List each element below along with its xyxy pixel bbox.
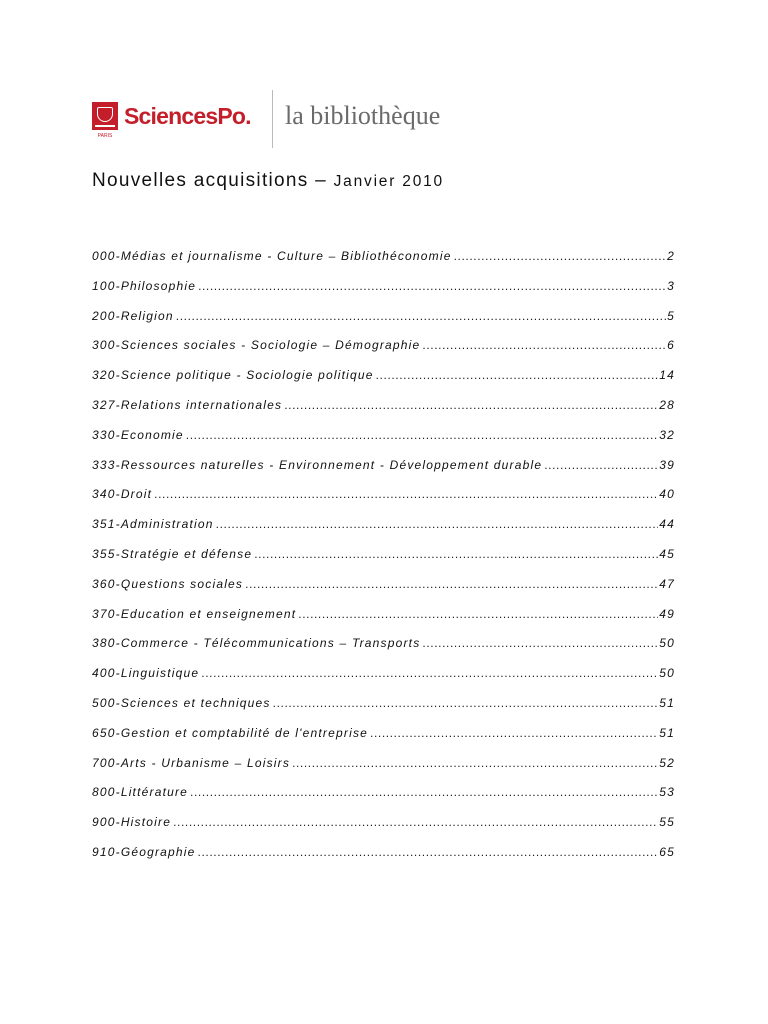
crest-caption: PARIS	[97, 133, 113, 139]
toc-entry-label: 330-Economie	[92, 427, 184, 442]
toc-entry-page: 55	[659, 815, 675, 830]
toc-entry-page: 50	[659, 666, 675, 681]
library-title: la bibliothèque	[285, 101, 441, 130]
toc-entry[interactable]	[92, 547, 675, 577]
toc-entry-label: 900-Histoire	[92, 815, 172, 830]
toc-entry[interactable]	[92, 368, 675, 398]
toc-entry-label: 200-Religion	[92, 308, 174, 323]
toc-entry[interactable]	[92, 279, 675, 309]
toc-entry-page: 6	[667, 338, 675, 353]
title-main: Nouvelles acquisitions –	[92, 170, 334, 191]
sciencespo-logo	[92, 102, 251, 139]
toc-entry-label: 355-Stratégie et défense	[92, 546, 253, 561]
toc-entry[interactable]	[92, 607, 675, 637]
toc-leader-dots	[376, 368, 659, 382]
toc-entry-label: 300-Sciences sociales - Sociologie – Démographie	[92, 338, 421, 353]
document-header	[92, 88, 592, 148]
toc-entry-page: 2	[667, 249, 675, 263]
toc-entry-label: 500-Sciences et techniques	[92, 695, 271, 710]
toc-entry[interactable]	[92, 458, 675, 488]
toc-entry-label: 320-Science politique - Sociologie politique	[92, 368, 374, 383]
toc-entry-label: 700-Arts - Urbanisme – Loisirs	[92, 755, 291, 770]
title-date: Janvier 2010	[333, 173, 444, 190]
toc-entry[interactable]	[92, 666, 675, 696]
toc-entry-page: 47	[659, 576, 675, 591]
toc-entry-label: 327-Relations internationales	[92, 397, 283, 412]
toc-entry-page: 53	[659, 785, 675, 800]
toc-entry-label: 351-Administration	[92, 517, 214, 532]
toc-leader-dots	[201, 666, 658, 680]
toc-entry-page: 5	[667, 308, 675, 323]
toc-entry-label: 100-Philosophie	[92, 278, 197, 293]
toc-leader-dots	[292, 756, 658, 770]
toc-entry-page: 44	[659, 517, 675, 532]
toc-entry-page: 45	[659, 546, 675, 561]
toc-entry[interactable]	[92, 726, 675, 756]
toc-entry-page: 14	[659, 368, 675, 383]
toc-entry[interactable]	[92, 696, 675, 726]
brand-name: SciencesPo.	[124, 102, 251, 129]
toc-leader-dots	[154, 487, 658, 501]
toc-leader-dots	[216, 517, 659, 531]
toc-entry-page: 52	[659, 755, 675, 770]
toc-leader-dots	[422, 636, 658, 650]
toc-entry[interactable]	[92, 815, 675, 845]
toc-leader-dots	[198, 279, 666, 293]
toc-entry-label: 650-Gestion et comptabilité de l'entreprise	[92, 725, 369, 740]
toc-leader-dots	[454, 249, 667, 263]
toc-entry[interactable]	[92, 398, 675, 428]
toc-entry[interactable]	[92, 756, 675, 786]
toc-entry-label: 340-Droit	[92, 487, 153, 502]
toc-entry-label: 400-Linguistique	[92, 666, 200, 681]
toc-entry-page: 50	[659, 636, 675, 651]
crest-icon	[92, 102, 118, 139]
toc-leader-dots	[198, 845, 659, 859]
toc-entry-page: 49	[659, 606, 675, 621]
toc-entry[interactable]	[92, 487, 675, 517]
toc-entry[interactable]	[92, 577, 675, 607]
toc-entry[interactable]	[92, 428, 675, 458]
toc-leader-dots	[544, 458, 658, 472]
toc-entry[interactable]	[92, 309, 675, 339]
toc-entry[interactable]	[92, 845, 675, 875]
toc-entry-label: 800-Littérature	[92, 785, 189, 800]
toc-entry-page: 28	[659, 397, 675, 412]
toc-entry-page: 39	[659, 457, 675, 472]
toc-entry-label: 360-Questions sociales	[92, 576, 244, 591]
toc-leader-dots	[176, 309, 666, 323]
toc-entry[interactable]	[92, 249, 675, 279]
toc-entry-page: 51	[659, 725, 675, 740]
toc-leader-dots	[245, 577, 658, 591]
toc-entry-page: 51	[659, 695, 675, 710]
toc-leader-dots	[173, 815, 658, 829]
toc-entry-page: 65	[659, 844, 675, 859]
page-title	[92, 170, 444, 192]
toc-entry[interactable]	[92, 636, 675, 666]
toc-leader-dots	[186, 428, 658, 442]
toc-leader-dots	[298, 607, 658, 621]
toc-entry-label: 370-Education et enseignement	[92, 606, 297, 621]
toc-entry-label: 910-Géographie	[92, 844, 196, 859]
toc-entry-label: 380-Commerce - Télécommunications – Transports	[92, 636, 421, 651]
toc-leader-dots	[190, 785, 658, 799]
toc-entry-label: 000-Médias et journalisme - Culture – Bibliothéconomie	[92, 249, 452, 263]
toc-leader-dots	[254, 547, 658, 561]
toc-entry-page: 32	[659, 427, 675, 442]
toc-entry[interactable]	[92, 785, 675, 815]
toc-entry-page: 40	[659, 487, 675, 502]
toc-entry-label: 333-Ressources naturelles - Environnement - Développement durable	[92, 457, 543, 472]
toc-entry[interactable]	[92, 338, 675, 368]
toc-leader-dots	[273, 696, 659, 710]
toc-leader-dots	[284, 398, 658, 412]
toc-leader-dots	[370, 726, 658, 740]
toc-entry[interactable]	[92, 517, 675, 547]
header-divider	[272, 90, 273, 148]
toc-leader-dots	[422, 338, 666, 352]
toc-entry-page: 3	[667, 278, 675, 293]
table-of-contents	[92, 249, 675, 875]
